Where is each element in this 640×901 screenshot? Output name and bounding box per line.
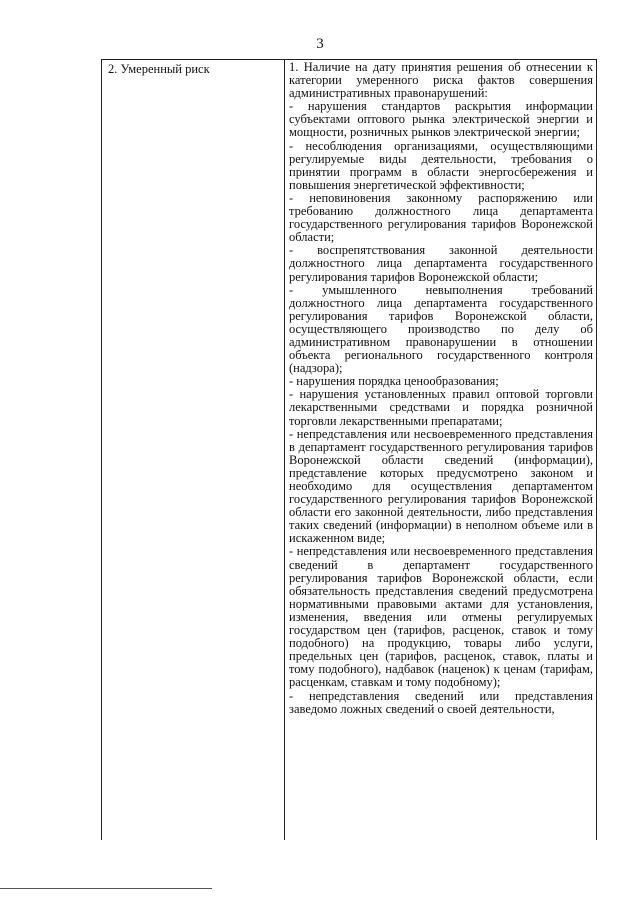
risk-category-cell [102,60,285,840]
risk-criteria-table [101,59,597,840]
risk-criteria-cell [285,60,596,840]
criteria-item: - умышленного невыполнения требований должностного лица департамента государственного регулирования тарифов Воронежской области, осуществляющего производство по делу об административном правонарушении в отношении объекта регионального государственного контроля (надзора); [289,282,593,376]
criteria-item: - непредставления или несвоевременного представления сведений в департамент государственного регулирования тарифов Воронежской области, если обязательность представления сведений предусмотрена нормативными правовыми актами для установления, изменения, введения или отмены регулируемых государством цен (тарифов, расценок, ставок и тому подобного) на продукцию, товары либо услуги, предельных цен (тарифов, расценок, ставок, платы и тому подобного), надбавок (наценок) к ценам (тарифам, расценкам, ставкам и тому подобному); [289,544,593,690]
criteria-item: - непредставления или несвоевременного представления в департамент государственного регулирования тарифов Воронежской области сведений (информации), представление которых предусмотрено законом и необходимо для осуществления департаментом государственного регулирования тарифов Воронежской области его законной деятельности, либо представления таких сведений (информации) в неполном объеме или в искаженном виде; [289,426,593,546]
criteria-intro: 1. Наличие на дату принятия решения об отнесении к категории умеренного риска фактов совершения административных правонарушений: [289,60,593,101]
criteria-item: - нарушения стандартов раскрытия информации субъектами оптового рынка электрической энергии и мощности, розничных рынков электрической энергии; [289,99,593,140]
criteria-item: - неповиновения законному распоряжению или требованию должностного лица департамента государственного регулирования тарифов Воронежской области; [289,190,593,245]
criteria-item: - непредставления сведений или представления заведомо ложных сведений о своей деятельности, [289,688,593,716]
footer-divider [0,888,212,889]
criteria-item: - воспрепятствования законной деятельности должностного лица департамента государственного регулирования тарифов Воронежской области; [289,243,593,284]
page-number: 3 [316,36,324,52]
criteria-item: - нарушения порядка ценообразования; [289,374,499,389]
criteria-item: - несоблюдения организациями, осуществляющими регулируемые виды деятельности, требования о принятии программ в области энергосбережения и повышения энергетической эффективности; [289,138,593,192]
criteria-item: - нарушения установленных правил оптовой торговли лекарственными средствами и порядка розничной торговли лекарственными препаратами; [289,387,593,428]
risk-category-label: 2. Умеренный риск [108,62,210,76]
